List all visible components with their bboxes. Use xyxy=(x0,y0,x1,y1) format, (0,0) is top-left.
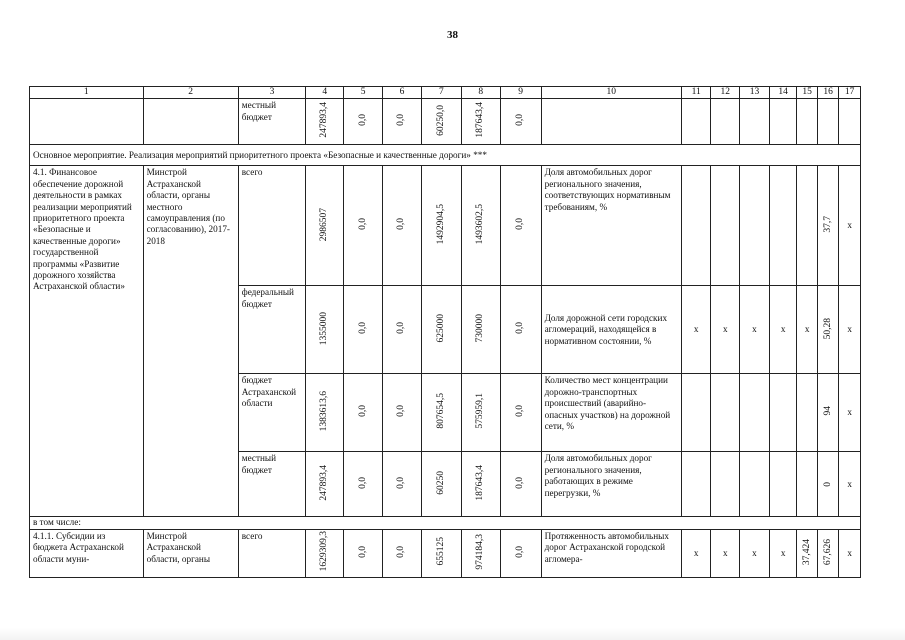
indicator-value: x xyxy=(839,374,861,452)
table-row xyxy=(30,166,861,286)
indicator-value: 0 xyxy=(822,481,833,487)
indicator-value xyxy=(769,166,797,286)
indicator-value: 67,626 xyxy=(822,538,833,565)
indicator-name: Доля автомобильных дорог регионального значения, соответствующих нормативным требованиям, % xyxy=(541,166,681,286)
program-table xyxy=(29,86,861,578)
responsible-executor: Минстрой Астраханской области, органы местного самоуправления (по согласованию), 2017-2018 xyxy=(143,166,238,517)
table-row xyxy=(30,99,861,145)
table-row xyxy=(30,529,861,577)
col-header: 16 xyxy=(817,87,838,99)
responsible-executor: Минстрой Астраханской области, органы xyxy=(143,529,238,577)
col-header: 15 xyxy=(797,87,817,99)
amount-2016: 0,0 xyxy=(396,405,407,418)
amount-2016: 0,0 xyxy=(396,476,407,489)
indicator-value xyxy=(769,452,797,517)
indicator-value: x xyxy=(769,286,797,374)
indicator-value xyxy=(681,166,711,286)
indicator-value: x xyxy=(740,529,770,577)
scan-bottom-edge xyxy=(0,628,905,640)
amount-2017: 60250,0 xyxy=(435,104,446,136)
indicator-value xyxy=(797,374,817,452)
funding-source: федеральный бюджет xyxy=(238,286,306,374)
col-header: 12 xyxy=(711,87,740,99)
indicator-value: x xyxy=(839,452,861,517)
funding-source: бюджет Астраханской области xyxy=(238,374,306,452)
amount-2016: 0,0 xyxy=(396,322,407,335)
col-header: 14 xyxy=(769,87,797,99)
indicator-value: x xyxy=(839,286,861,374)
amount-2017: 807654,5 xyxy=(435,393,446,430)
col-header: 11 xyxy=(681,87,711,99)
indicator-value: x xyxy=(740,286,770,374)
including-label: в том числе: xyxy=(30,517,861,529)
indicator-value: 37,7 xyxy=(822,215,833,233)
amount-2017: 60250 xyxy=(435,470,446,495)
indicator-value xyxy=(681,374,711,452)
indicator-value: x xyxy=(797,286,817,374)
amount-2017: 625000 xyxy=(435,313,446,343)
page-number: 38 xyxy=(447,29,458,41)
amount-2015: 0,0 xyxy=(357,545,368,558)
indicator-value xyxy=(711,374,740,452)
funding-source: всего xyxy=(238,166,306,286)
indicator-value xyxy=(711,452,740,517)
col-header: 1 xyxy=(30,87,144,99)
funding-source: местный бюджет xyxy=(238,99,306,145)
amount-2019: 0,0 xyxy=(515,545,526,558)
amount-total: 2986507 xyxy=(319,207,330,241)
funding-source: всего xyxy=(238,529,306,577)
col-header: 17 xyxy=(839,87,861,99)
indicator-value: 37,424 xyxy=(801,538,812,565)
amount-2016: 0,0 xyxy=(396,218,407,231)
col-header: 8 xyxy=(461,87,500,99)
indicator-value: x xyxy=(839,166,861,286)
amount-2018: 187643,4 xyxy=(475,464,486,501)
amount-total: 1355000 xyxy=(319,311,330,345)
indicator-value xyxy=(740,374,770,452)
amount-2015: 0,0 xyxy=(357,405,368,418)
header-row xyxy=(30,87,861,99)
amount-2019: 0,0 xyxy=(515,476,526,489)
amount-2015: 0,0 xyxy=(357,218,368,231)
col-header: 10 xyxy=(541,87,681,99)
amount-total: 1629309,3 xyxy=(319,531,330,572)
indicator-name: Доля дорожной сети городских агломераций, находящейся в нормативном состоянии, % xyxy=(541,286,681,374)
indicator-value xyxy=(797,166,817,286)
col-header: 2 xyxy=(143,87,238,99)
table-row xyxy=(30,145,861,166)
amount-total: 1383613,6 xyxy=(319,391,330,432)
indicator-name: Количество мест концентрации дорожно-транспортных происшествий (аварийно-опасных участков) на дорожной сети, % xyxy=(541,374,681,452)
amount-2018: 187643,4 xyxy=(475,102,486,139)
indicator-value xyxy=(740,452,770,517)
amount-total: 247893,4 xyxy=(319,102,330,139)
amount-2018: 575959,1 xyxy=(475,393,486,430)
col-header: 6 xyxy=(383,87,422,99)
indicator-value: x xyxy=(769,529,797,577)
amount-2018: 730000 xyxy=(475,313,486,343)
amount-2015: 0,0 xyxy=(357,114,368,127)
indicator-value: 50,28 xyxy=(822,317,833,339)
indicator-value xyxy=(797,452,817,517)
col-header: 4 xyxy=(306,87,344,99)
amount-2019: 0,0 xyxy=(515,114,526,127)
indicator-value: x xyxy=(711,529,740,577)
main-event-title: Основное мероприятие. Реализация мероприятий приоритетного проекта «Безопасные и качественные дороги» *** xyxy=(30,145,861,166)
table-row xyxy=(30,517,861,529)
amount-2015: 0,0 xyxy=(357,476,368,489)
col-header: 3 xyxy=(238,87,306,99)
funding-source: местный бюджет xyxy=(238,452,306,517)
amount-2017: 1492904,5 xyxy=(435,204,446,245)
amount-2019: 0,0 xyxy=(515,218,526,231)
indicator-value xyxy=(769,374,797,452)
col-header: 13 xyxy=(740,87,770,99)
indicator-value: x xyxy=(839,529,861,577)
amount-2019: 0,0 xyxy=(515,322,526,335)
amount-total: 247893,4 xyxy=(319,464,330,501)
amount-2019: 0,0 xyxy=(515,405,526,418)
amount-2018: 974184,3 xyxy=(475,533,486,570)
amount-2016: 0,0 xyxy=(396,545,407,558)
col-header: 9 xyxy=(500,87,541,99)
indicator-value xyxy=(740,166,770,286)
indicator-value: x xyxy=(711,286,740,374)
col-header: 7 xyxy=(421,87,461,99)
indicator-name: Протяженность автомобильных дорог Астраханской городской агломера- xyxy=(541,529,681,577)
indicator-value: x xyxy=(681,529,711,577)
amount-2017: 655125 xyxy=(435,537,446,566)
amount-2016: 0,0 xyxy=(396,114,407,127)
measure-name: 4.1.1. Субсидии из бюджета Астраханской области муни- xyxy=(30,529,144,577)
indicator-value xyxy=(681,452,711,517)
indicator-name: Доля автомобильных дорог регионального значения, работающих в режиме перегрузки, % xyxy=(541,452,681,517)
col-header: 5 xyxy=(344,87,383,99)
indicator-value xyxy=(711,166,740,286)
indicator-value: 94 xyxy=(822,406,833,416)
indicator-value: x xyxy=(681,286,711,374)
measure-name: 4.1. Финансовое обеспечение дорожной деятельности в рамках реализации мероприятий приоритетного проекта «Безопасные и качественные дороги» государственной программы «Развитие дорожного хозяйства Астраханской области» xyxy=(30,166,144,517)
amount-2018: 1493602,5 xyxy=(475,204,486,245)
amount-2015: 0,0 xyxy=(357,322,368,335)
